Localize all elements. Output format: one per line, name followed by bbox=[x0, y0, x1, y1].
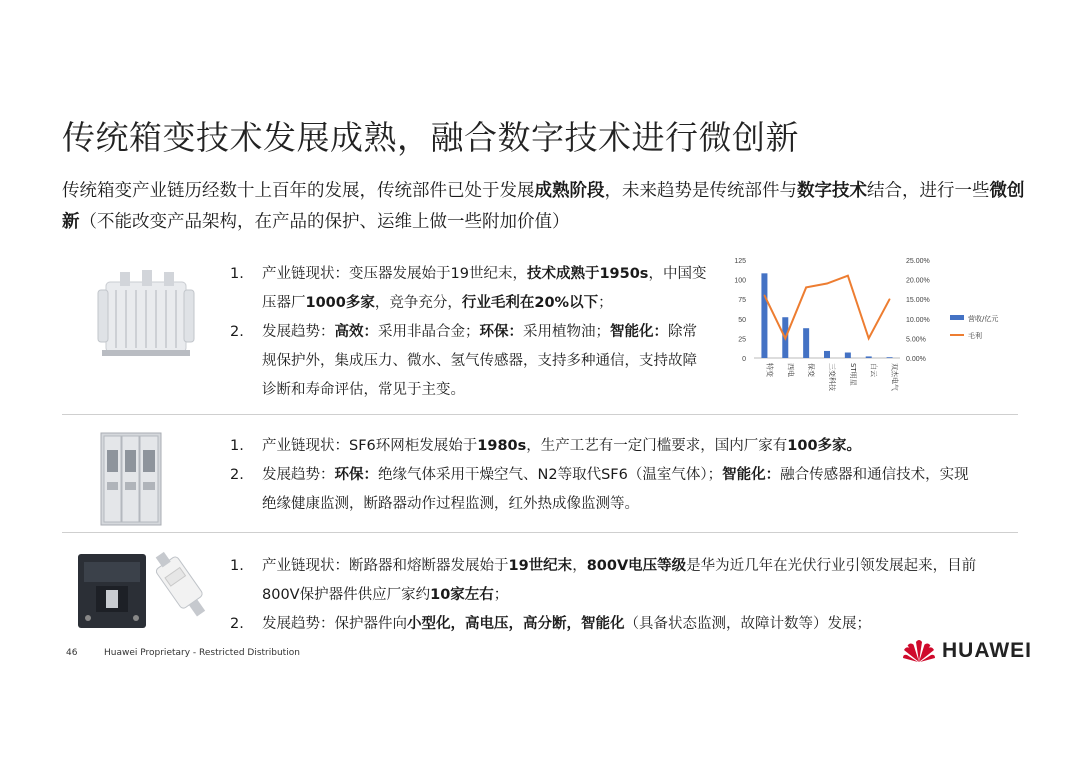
huawei-logo: HUAWEI bbox=[902, 638, 1032, 664]
line-point bbox=[889, 298, 891, 300]
legend-swatch-bar bbox=[950, 315, 964, 320]
divider bbox=[62, 414, 1018, 415]
y-right-tick-label: 20.00% bbox=[906, 277, 930, 285]
fuse-image bbox=[150, 548, 212, 622]
legend-label: 营收/亿元 bbox=[968, 315, 999, 323]
huawei-flower-icon bbox=[902, 638, 936, 664]
list-item: 1. 产业链现状：SF6环网柜发展始于1980s，生产工艺有一定门槛要求，国内厂家有100多家。 bbox=[230, 438, 862, 454]
y-left-tick-label: 25 bbox=[738, 336, 746, 344]
legend-label: 毛利 bbox=[968, 332, 982, 340]
y-right-tick-label: 10.00% bbox=[906, 316, 930, 324]
bar bbox=[803, 328, 809, 358]
divider bbox=[62, 532, 1018, 533]
y-left-tick-label: 100 bbox=[734, 277, 746, 285]
bar bbox=[761, 273, 767, 358]
ring-main-unit-image bbox=[100, 432, 162, 526]
circuit-breaker-image bbox=[76, 552, 148, 630]
line-point bbox=[826, 283, 828, 285]
summary-paragraph: 传统箱变产业链历经数十上百年的发展，传统部件已处于发展成熟阶段，未来趋势是传统部件与数字技术结合，进行一些微创新（不能改变产品架构，在产品的保护、运维上做一些附加价值） bbox=[62, 181, 1025, 232]
list-item: 1. 产业链现状：变压器发展始于19世纪末，技术成熟于1950s，中国变压器厂1000多家，竞争充分，行业毛利在20%以下； bbox=[230, 266, 707, 311]
y-left-tick-label: 50 bbox=[738, 316, 746, 324]
line-point bbox=[764, 294, 766, 296]
revenue-margin-chart bbox=[724, 252, 1024, 410]
line-point bbox=[805, 287, 807, 289]
x-tick-label: 特变 bbox=[765, 363, 774, 377]
section-ring-main-unit bbox=[230, 432, 970, 519]
list-item: 1. 产业链现状：断路器和熔断器发展始于19世纪末，800V电压等级是华为近几年在光伏行业引领发展起来，目前800V保护器件供应厂家约10家左右； bbox=[230, 558, 977, 603]
y-right-tick-label: 5.00% bbox=[906, 336, 926, 344]
y-left-tick-label: 0 bbox=[742, 356, 746, 363]
bar bbox=[866, 356, 872, 358]
y-right-tick-label: 25.00% bbox=[906, 258, 930, 265]
bar bbox=[824, 351, 830, 358]
y-left-tick-label: 125 bbox=[734, 258, 746, 265]
x-tick-label: 双杰电气 bbox=[890, 363, 899, 391]
line-point bbox=[868, 338, 870, 340]
line-point bbox=[847, 275, 849, 277]
x-tick-label: 西电 bbox=[786, 363, 795, 377]
y-left-tick-label: 75 bbox=[738, 297, 746, 305]
bar bbox=[887, 357, 893, 358]
x-tick-label: 三变科技 bbox=[828, 363, 836, 391]
x-tick-label: ST明星 bbox=[848, 363, 857, 386]
page-number: 46 bbox=[66, 648, 78, 658]
x-tick-label: 保变 bbox=[807, 363, 816, 377]
list-item: 2. 发展趋势：高效：采用非晶合金；环保：采用植物油；智能化：除常规保护外，集成压力、微水、氢气传感器，支持多种通信，支持故障诊断和寿命评估，常见于主变。 bbox=[230, 324, 697, 398]
page-title: 传统箱变技术发展成熟，融合数字技术进行微创新 bbox=[62, 118, 799, 157]
list-item: 2. 发展趋势：保护器件向小型化，高电压，高分断，智能化（具备状态监测，故障计数等）发展； bbox=[230, 616, 871, 632]
line-point bbox=[784, 338, 786, 340]
transformer-image bbox=[92, 268, 200, 360]
section-transformer bbox=[230, 260, 710, 405]
bar bbox=[845, 353, 851, 358]
section-protection-devices bbox=[230, 552, 990, 639]
list-item: 2. 发展趋势：环保：绝缘气体采用干燥空气、N2等取代SF6（温室气体）；智能化：融合传感器和通信技术，实现绝缘健康监测，断路器动作过程监测，红外热成像监测等。 bbox=[230, 467, 969, 512]
footer-text: Huawei Proprietary - Restricted Distribution bbox=[104, 648, 300, 658]
y-right-tick-label: 0.00% bbox=[906, 356, 926, 363]
y-right-tick-label: 15.00% bbox=[906, 297, 930, 305]
x-tick-label: 白云 bbox=[869, 363, 878, 377]
